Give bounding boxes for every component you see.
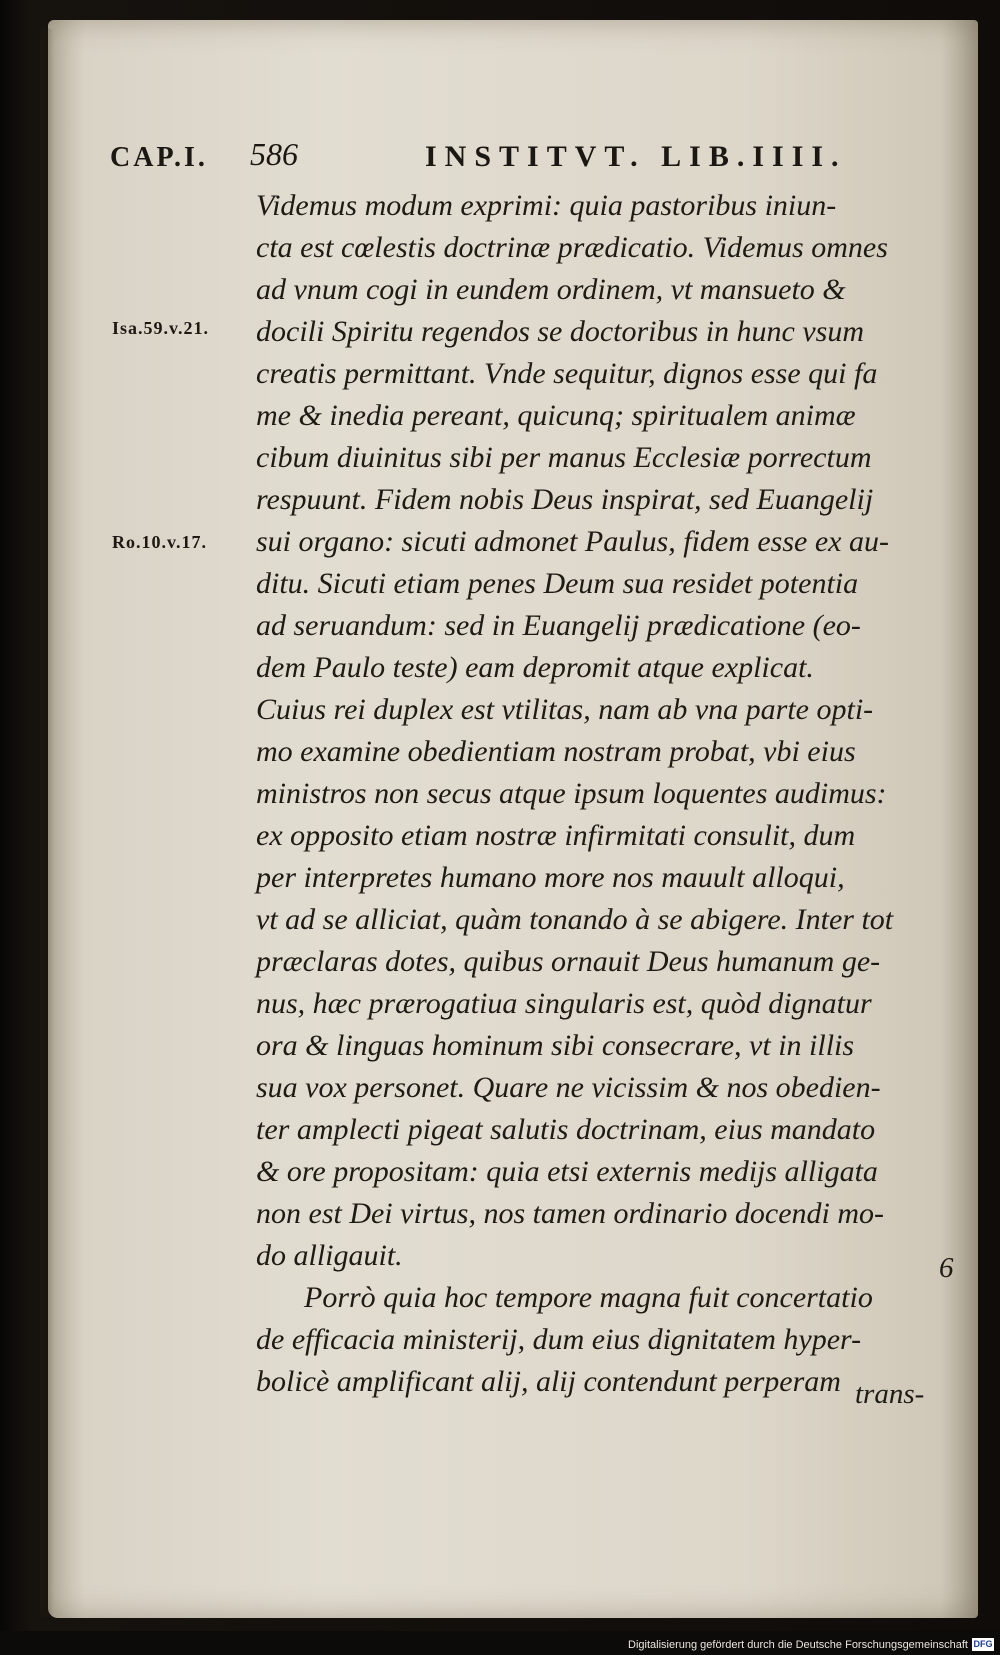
text-line: cibum diuinitus sibi per manus Ecclesiæ porrectum [256, 441, 872, 474]
page-gutter-shadow [40, 28, 54, 1618]
text-line: per interpretes humano more nos mauult alloqui, [256, 861, 845, 894]
text-line: ad vnum cogi in eundem ordinem, vt mansueto & [256, 273, 846, 306]
text-line: ter amplecti pigeat salutis doctrinam, eius mandato [256, 1113, 876, 1146]
footer-bar [0, 1631, 1000, 1655]
text-line: respuunt. Fidem nobis Deus inspirat, sed Euangelij [256, 483, 874, 516]
running-header [100, 136, 920, 176]
text-line: sua vox personet. Quare ne vicissim & nos obedien- [256, 1071, 881, 1104]
text-line: non est Dei virtus, nos tamen ordinario docendi mo- [256, 1197, 884, 1230]
margin-reference-isaiah: Isa.59.v.21. [112, 318, 210, 338]
text-line: ad seruandum: sed in Euangelij prædicatione (eo- [256, 609, 861, 642]
body-text [256, 185, 936, 1403]
text-line: nus, hæc prærogatiua singularis est, quòd dignatur [256, 987, 872, 1020]
text-line: cta est cœlestis doctrinæ prædicatio. Videmus omnes [256, 231, 888, 264]
text-line: Cuius rei duplex est vtilitas, nam ab vna parte opti- [256, 693, 874, 726]
text-line: ministros non secus atque ipsum loquentes audimus: [256, 777, 887, 810]
text-line: Videmus modum exprimi: quia pastoribus iniun- [256, 189, 837, 222]
margin-reference-romans: Ro.10.v.17. [112, 532, 208, 552]
text-line: me & inedia pereant, quicunq; spiritualem animæ [256, 399, 856, 432]
text-line: sui organo: sicuti admonet Paulus, fidem esse ex au- [256, 525, 889, 558]
catchword: trans- [855, 1378, 925, 1410]
text-line: ditu. Sicuti etiam penes Deum sua residet potentia [256, 567, 859, 600]
section-number: 6 [939, 1252, 954, 1284]
text-line: mo examine obedientiam nostram probat, vbi eius [256, 735, 856, 768]
text-line: præclaras dotes, quibus ornauit Deus humanum ge- [256, 945, 881, 978]
text-line: do alligauit. [256, 1239, 403, 1272]
text-line: Porrò quia hoc tempore magna fuit concertatio [304, 1281, 873, 1314]
funding-notice: Digitalisierung gefördert durch die Deutsche Forschungsgemeinschaft [628, 1639, 968, 1651]
text-line: vt ad se alliciat, quàm tonando à se abigere. Inter tot [256, 903, 894, 936]
chapter-label: CAP.I. [110, 142, 208, 173]
running-title: INSTITVT. LIB.IIII. [425, 140, 847, 173]
text-line: creatis permittant. Vnde sequitur, dignos esse qui fa [256, 357, 878, 390]
page-number: 586 [250, 136, 298, 172]
text-line: ora & linguas hominum sibi consecrare, vt in illis [256, 1029, 855, 1062]
text-line: de efficacia ministerij, dum eius dignitatem hyper- [256, 1323, 862, 1356]
dfg-logo: DFG [973, 1639, 993, 1649]
text-line: ex opposito etiam nostræ infirmitati consulit, dum [256, 819, 856, 852]
text-line: dem Paulo teste) eam depromit atque explicat. [256, 651, 814, 684]
text-line: & ore propositam: quia etsi externis medijs alligata [256, 1155, 878, 1188]
text-line: docili Spiritu regendos se doctoribus in hunc vsum [256, 315, 864, 348]
text-line: bolicè amplificant alij, alij contendunt perperam [256, 1365, 841, 1398]
